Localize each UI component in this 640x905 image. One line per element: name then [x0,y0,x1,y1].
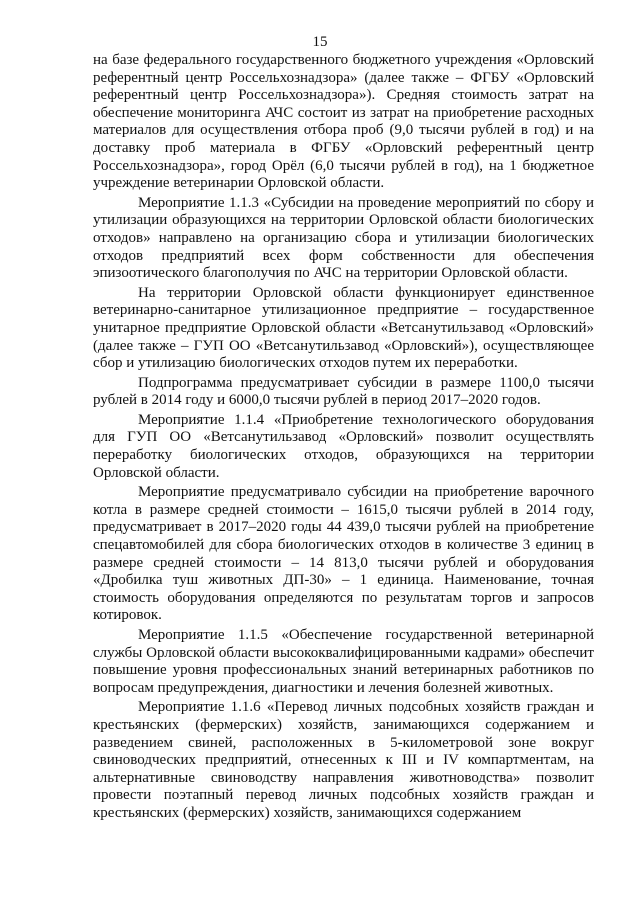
page-number: 15 [312,34,328,50]
paragraph-6: Мероприятие предусматривало субсидии на приобретение варочного котла в размере средней стоимости – 1615,0 тысячи рублей в 2014 году, предусматривает в 2017–2020 годы 44 439,0 тысячи рублей на приобретение спецавтомобилей для сбора биологических отходов в количестве 3 единиц в размере средней стоимости – 14 813,0 тысячи рублей и оборудования «Дробилка туш животных ДП-30» – 1 единица. Наименование, точная стоимость оборудования определяются по результатам торгов и запросов котировок. [93,484,594,624]
document-body [93,52,594,823]
paragraph-3: На территории Орловской области функционирует единственное ветеринарно-санитарное утилизационное предприятие – государственное унитарное предприятие Орловской области «Ветсанутильзавод «Орловский» (далее также – ГУП ОО «Ветсанутильзавод «Орловский»), осуществляющее сбор и утилизацию биологических отходов путем их переработки. [93,284,594,372]
paragraph-2: Мероприятие 1.1.3 «Субсидии на проведение мероприятий по сбору и утилизации образующихся на территории Орловской области биологических отходов» направлено на организацию сбора и утилизации биологических отходов предприятий всех форм собственности для обеспечения эпизоотического благополучия по АЧС на территории Орловской области. [93,194,594,282]
paragraph-7: Мероприятие 1.1.5 «Обеспечение государственной ветеринарной службы Орловской области высококвалифицированными кадрами» обеспечит повышение уровня профессиональных знаний ветеринарных работников по вопросам предупреждения, диагностики и лечения болезней животных. [93,627,594,696]
paragraph-1: на базе федерального государственного бюджетного учреждения «Орловский референтный центр Россельхознадзора» (далее также – ФГБУ «Орловский референтный центр Россельхознадзора»). Средняя стоимость затрат на обеспечение мониторинга АЧС состоит из затрат на приобретение расходных материалов для осуществления отбора проб (9,0 тысячи рублей в год) и на доставку проб материала в ФГБУ «Орловский референтный центр Россельхознадзора», город Орёл (6,0 тысячи рублей в год), на 1 бюджетное учреждение ветеринарии Орловской области. [93,52,594,192]
paragraph-4: Подпрограмма предусматривает субсидии в размере 1100,0 тысячи рублей в 2014 году и 6000,0 тысячи рублей в период 2017–2020 годов. [93,374,594,409]
paragraph-5: Мероприятие 1.1.4 «Приобретение технологического оборудования для ГУП ОО «Ветсанутильзавод «Орловский» позволит осуществлять переработку биологических отходов, образующихся на территории Орловской области. [93,411,594,481]
paragraph-8: Мероприятие 1.1.6 «Перевод личных подсобных хозяйств граждан и крестьянских (фермерских) хозяйств, занимающихся содержанием и разведением свиней, расположенных в 5-километровой зоне вокруг свиноводческих предприятий, отнесенных к III и IV компартментам, на альтернативные свиноводству направления животноводства» позволит провести поэтапный перевод личных подсобных хозяйств граждан и крестьянских (фермерских) хозяйств, занимающихся содержанием [93,699,594,821]
